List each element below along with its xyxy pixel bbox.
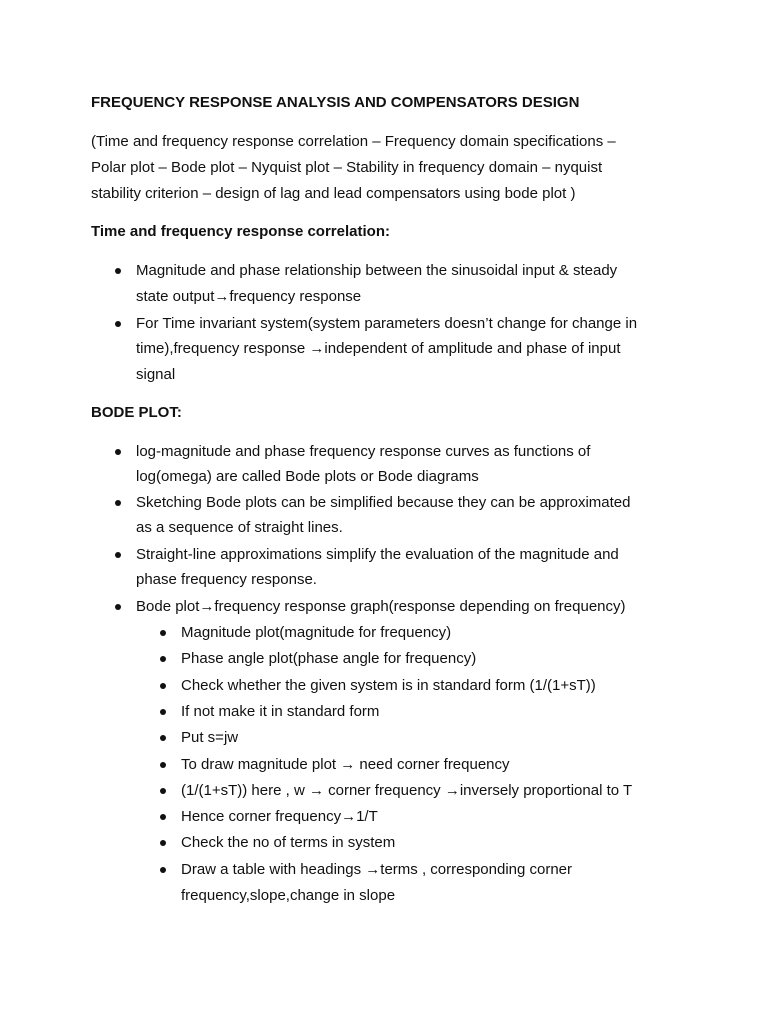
list-item-text: Straight-line approximations simplify the evaluation of the magnitude and bbox=[136, 546, 619, 563]
sub-list-item-text: Magnitude plot(magnitude for frequency) bbox=[181, 624, 452, 641]
list-item-text: as a sequence of straight lines. bbox=[136, 519, 343, 536]
bullet-icon bbox=[115, 552, 121, 558]
section-heading-time-frequency: Time and frequency response correlation: bbox=[91, 223, 390, 240]
list-item-text: time),frequency response →independent of amplitude and phase of input bbox=[136, 340, 621, 357]
syllabus-line: (Time and frequency response correlation – Frequency domain specifications – bbox=[91, 133, 616, 150]
sub-list-item-text: (1/(1+sT)) here , w → corner frequency →inversely proportional to T bbox=[181, 782, 633, 799]
list-item-text: For Time invariant system(system parameters doesn’t change for change in bbox=[136, 315, 638, 332]
bullet-icon bbox=[115, 449, 121, 455]
list-item-text: log-magnitude and phase frequency response curves as functions of bbox=[136, 443, 591, 460]
bullet-icon bbox=[160, 762, 166, 768]
bullet-icon bbox=[115, 321, 121, 327]
document-title: FREQUENCY RESPONSE ANALYSIS AND COMPENSATORS DESIGN bbox=[91, 94, 580, 111]
sub-list-item-text: To draw magnitude plot → need corner frequency bbox=[181, 756, 510, 773]
bullet-icon bbox=[115, 500, 121, 506]
sub-list-item-text: Put s=jw bbox=[181, 729, 239, 746]
bullet-icon bbox=[160, 735, 166, 741]
sub-list-item-text: Draw a table with headings →terms , corresponding corner bbox=[181, 861, 573, 878]
bullet-icon bbox=[160, 709, 166, 715]
list-item-text: phase frequency response. bbox=[136, 571, 317, 588]
bullet-icon bbox=[160, 840, 166, 846]
bullet-icon bbox=[115, 604, 121, 610]
bullet-icon bbox=[160, 867, 166, 873]
bullet-icon bbox=[160, 683, 166, 689]
bullet-icon bbox=[160, 656, 166, 662]
syllabus-line: Polar plot – Bode plot – Nyquist plot – Stability in frequency domain – nyquist bbox=[91, 159, 603, 176]
list-item-text: Bode plot→frequency response graph(response depending on frequency) bbox=[136, 598, 626, 615]
list-item-text: signal bbox=[136, 366, 176, 383]
list-item-text: log(omega) are called Bode plots or Bode diagrams bbox=[136, 468, 479, 485]
bullet-icon bbox=[160, 788, 166, 794]
sub-list-item-text: If not make it in standard form bbox=[181, 703, 380, 720]
list-item-text: Sketching Bode plots can be simplified because they can be approximated bbox=[136, 494, 631, 511]
sub-list-item-text: Check the no of terms in system bbox=[181, 834, 396, 851]
sub-list-item-text: Phase angle plot(phase angle for frequency) bbox=[181, 650, 477, 667]
syllabus-line: stability criterion – design of lag and lead compensators using bode plot ) bbox=[91, 185, 576, 202]
bullet-icon bbox=[160, 814, 166, 820]
list-item-text: state output→frequency response bbox=[136, 288, 362, 305]
section-heading-bode-plot: BODE PLOT: bbox=[91, 404, 182, 421]
sub-list-item-text: Hence corner frequency→1/T bbox=[181, 808, 378, 825]
sub-list-item-text: Check whether the given system is in standard form (1/(1+sT)) bbox=[181, 677, 596, 694]
bullet-icon bbox=[115, 268, 121, 274]
bullet-icon bbox=[160, 630, 166, 636]
list-item-text: Magnitude and phase relationship between the sinusoidal input & steady bbox=[136, 262, 618, 279]
sub-list-item-text: frequency,slope,change in slope bbox=[181, 887, 396, 904]
